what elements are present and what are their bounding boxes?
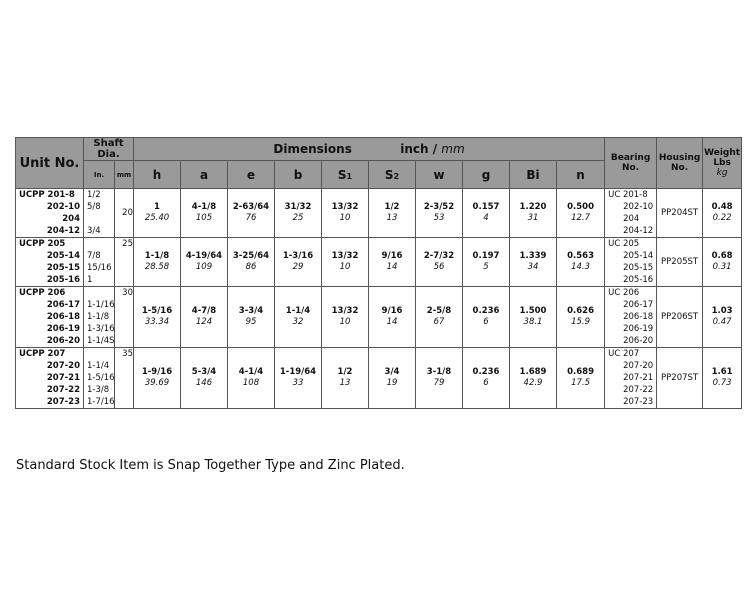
dimensions-units-inch: inch /	[400, 142, 438, 156]
dim-mm-value: 42.9	[523, 378, 543, 388]
dim-inch-value: 1/2	[337, 367, 353, 377]
shaft-in-value: 1/2	[87, 190, 101, 200]
dim-cell-b	[275, 348, 322, 409]
dim-cell-a	[181, 348, 228, 409]
dim-mm-value: 28.58	[144, 262, 170, 272]
dim-cell-w	[416, 348, 463, 409]
dim-mm-value: 105	[195, 213, 213, 223]
dim-cell-w	[416, 238, 463, 287]
bearing-no: 206-19	[623, 324, 654, 334]
dim-inch-value: 1-9/16	[141, 367, 173, 377]
bearing-no: 206-20	[623, 336, 654, 346]
dim-inch-value: 4-19/64	[185, 251, 223, 261]
dim-inch-value: 2-3/52	[423, 202, 455, 212]
unit-no-cell	[16, 238, 84, 287]
housing-no-cell	[657, 189, 703, 238]
dim-cell-g	[463, 287, 510, 348]
unit-no-cell	[16, 348, 84, 409]
shaft-dia-header: Shaft Dia.	[84, 138, 134, 161]
dim-cell-b	[275, 287, 322, 348]
bearing-no: 207-21	[623, 373, 654, 383]
unit-no: 207-22	[46, 385, 80, 395]
housing-no: PP205ST	[661, 257, 699, 267]
dim-mm-value: 10	[339, 317, 351, 327]
dim-inch-value: 13/32	[331, 202, 359, 212]
unit-no: 206-19	[46, 324, 80, 334]
dim-mm-value: 14	[386, 262, 398, 272]
weight-title: Weight Lbs	[704, 148, 741, 168]
dim-inch-value: 0.157	[472, 202, 500, 212]
dim-cell-e	[228, 287, 275, 348]
dim-cell-n	[557, 238, 605, 287]
shaft-in-value: 1-1/16	[87, 300, 115, 310]
bearing-no: UC 201-8	[608, 190, 648, 200]
dim-inch-value: 1.339	[519, 251, 547, 261]
shaft-in-value: 1-1/4	[87, 361, 110, 371]
dim-mm-value: 6	[483, 317, 489, 327]
dim-cell-b	[275, 238, 322, 287]
dim-cell-h	[134, 287, 181, 348]
shaft-mm-value: 30	[122, 288, 133, 298]
dim-mm-value: 124	[195, 317, 213, 327]
dim-inch-value: 2-63/64	[232, 202, 270, 212]
weight-lbs: 0.48	[711, 202, 733, 212]
housing-no: PP204ST	[661, 208, 699, 218]
dim-mm-value: 10	[339, 262, 351, 272]
bearing-no: 205-16	[623, 275, 654, 285]
dim-inch-value: 1-5/16	[141, 306, 173, 316]
dim-inch-value: 9/16	[381, 306, 403, 316]
unit-no: 205-15	[46, 263, 80, 273]
bearing-no: UC 207	[608, 349, 640, 359]
dim-header-b: b	[275, 161, 322, 189]
footnote: Standard Stock Item is Snap Together Type and Zinc Plated.	[16, 458, 405, 473]
dimensions-units-mm: mm	[441, 142, 465, 156]
dim-mm-value: 38.1	[523, 317, 543, 327]
dim-mm-value: 31	[527, 213, 539, 223]
weight-kg: 0.22	[712, 213, 732, 223]
shaft-in-value	[84, 348, 114, 360]
dim-inch-value: 1-19/64	[279, 367, 317, 377]
housing-no-header: Housing No.	[657, 138, 703, 189]
dim-cell-e	[228, 238, 275, 287]
shaft-mm-value: 25	[122, 239, 133, 249]
unit-no-cell	[16, 287, 84, 348]
unit-no: 202-10	[46, 202, 80, 212]
dim-inch-value: 1.220	[519, 202, 547, 212]
shaft-mm-cell	[115, 348, 134, 409]
dim-mm-value: 109	[195, 262, 213, 272]
shaft-in-value: 1-3/16	[87, 324, 115, 334]
shaft-in-value: 1-5/16	[87, 373, 115, 383]
bearing-no: 205-15	[623, 263, 654, 273]
dim-mm-value: 108	[242, 378, 260, 388]
dim-mm-value: 5	[483, 262, 489, 272]
unit-no: 206-20	[46, 336, 80, 346]
weight-cell	[703, 189, 742, 238]
table-row	[16, 238, 742, 287]
unit-no: UCPP 206	[19, 288, 66, 298]
dim-cell-s1	[322, 189, 369, 238]
dim-mm-value: 76	[245, 213, 257, 223]
dim-mm-value: 34	[527, 262, 539, 272]
dim-cell-w	[416, 189, 463, 238]
dim-cell-n	[557, 189, 605, 238]
dim-mm-value: 25	[292, 213, 304, 223]
shaft-in-value: 1-1/4S	[87, 336, 115, 346]
bearing-no: 202-10	[623, 202, 654, 212]
dim-inch-value: 3-25/64	[232, 251, 270, 261]
dim-inch-value: 1-1/4	[285, 306, 311, 316]
table-row	[16, 287, 742, 348]
bearing-no: 205-14	[623, 251, 654, 261]
housing-no: PP206ST	[661, 312, 699, 322]
table-row	[16, 348, 742, 409]
dim-inch-value: 0.626	[567, 306, 594, 316]
bearing-no-cell	[605, 238, 657, 287]
dim-inch-value: 1-1/8	[144, 251, 170, 261]
weight-lbs: 1.03	[711, 306, 733, 316]
dim-cell-a	[181, 189, 228, 238]
housing-no-cell	[657, 287, 703, 348]
dim-inch-value: 3/4	[384, 367, 400, 377]
dim-header-g: g	[463, 161, 510, 189]
dim-mm-value: 17.5	[571, 378, 591, 388]
weight-unit: kg	[716, 168, 728, 178]
dim-cell-s2	[369, 348, 416, 409]
dim-inch-value: 3-1/8	[426, 367, 452, 377]
shaft-in-cell	[84, 348, 115, 409]
bearing-no: UC 205	[608, 239, 640, 249]
dim-inch-value: 1.500	[519, 306, 547, 316]
unit-no-header: Unit No.	[16, 138, 84, 189]
bearing-no: 206-18	[623, 312, 654, 322]
table-row	[16, 189, 742, 238]
bearing-no: 207-22	[623, 385, 654, 395]
dim-inch-value: 3-3/4	[238, 306, 264, 316]
unit-no: 204-12	[46, 226, 80, 236]
weight-lbs: 1.61	[711, 367, 733, 377]
dim-cell-bi	[510, 287, 557, 348]
dim-inch-value: 1.689	[519, 367, 547, 377]
bearing-no-cell	[605, 348, 657, 409]
shaft-in-header: In.	[84, 161, 115, 189]
dim-mm-value: 79	[433, 378, 445, 388]
dim-inch-value: 2-5/8	[426, 306, 452, 316]
dim-header-s1: S1	[322, 161, 369, 189]
shaft-in-cell	[84, 238, 115, 287]
bearing-no: 204-12	[623, 226, 654, 236]
dim-inch-value: 4-7/8	[191, 306, 217, 316]
unit-no: 207-21	[46, 373, 80, 383]
dim-mm-value: 6	[483, 378, 489, 388]
dim-inch-value: 13/32	[331, 306, 359, 316]
dim-mm-value: 95	[245, 317, 257, 327]
housing-no-cell	[657, 348, 703, 409]
shaft-in-cell	[84, 189, 115, 238]
dim-mm-value: 14	[386, 317, 398, 327]
dim-cell-h	[134, 348, 181, 409]
unit-no-cell	[16, 189, 84, 238]
dim-header-a: a	[181, 161, 228, 189]
dim-inch-value: 1-3/16	[282, 251, 314, 261]
shaft-in-value: 15/16	[87, 263, 112, 273]
dim-cell-g	[463, 238, 510, 287]
dim-cell-g	[463, 348, 510, 409]
unit-no: 206-17	[46, 300, 80, 310]
dim-cell-s1	[322, 287, 369, 348]
dim-inch-value: 13/32	[331, 251, 359, 261]
shaft-in-value: 5/8	[87, 202, 101, 212]
dim-cell-h	[134, 238, 181, 287]
dim-inch-value: 4-1/8	[191, 202, 217, 212]
dim-inch-value: 31/32	[284, 202, 312, 212]
shaft-mm-cell	[115, 287, 134, 348]
shaft-in-value: 1	[87, 275, 93, 285]
bearing-no-cell	[605, 189, 657, 238]
shaft-in-cell	[84, 287, 115, 348]
dim-cell-a	[181, 287, 228, 348]
dim-cell-h	[134, 189, 181, 238]
dim-cell-g	[463, 189, 510, 238]
dim-mm-value: 15.9	[571, 317, 591, 327]
unit-no: UCPP 201-8	[19, 190, 75, 200]
weight-cell	[703, 348, 742, 409]
weight-cell	[703, 238, 742, 287]
bearing-no-cell	[605, 287, 657, 348]
dim-mm-value: 14.3	[571, 262, 591, 272]
bearing-no: 206-17	[623, 300, 654, 310]
dim-mm-value: 53	[433, 213, 445, 223]
dim-header-s2: S2	[369, 161, 416, 189]
dim-cell-s2	[369, 189, 416, 238]
dim-header-bi: Bi	[510, 161, 557, 189]
dim-mm-value: 13	[386, 213, 398, 223]
dim-mm-value: 86	[245, 262, 257, 272]
shaft-in-value: 1-1/8	[87, 312, 110, 322]
dim-inch-value: 0.197	[472, 251, 500, 261]
dim-cell-n	[557, 287, 605, 348]
dim-inch-value: 0.236	[472, 367, 500, 377]
dim-cell-b	[275, 189, 322, 238]
bearing-no: 207-23	[623, 397, 654, 407]
shaft-in-value	[84, 213, 114, 225]
weight-kg: 0.73	[712, 378, 732, 388]
unit-no: 207-20	[46, 361, 80, 371]
dim-cell-s1	[322, 238, 369, 287]
bearing-no: 207-20	[623, 361, 654, 371]
dim-mm-value: 39.69	[144, 378, 170, 388]
dim-mm-value: 33.34	[144, 317, 170, 327]
dimensions-header	[134, 138, 605, 161]
bearing-no: UC 206	[608, 288, 640, 298]
shaft-mm-value: 35	[122, 349, 133, 359]
weight-kg: 0.31	[712, 262, 732, 272]
bearing-no: 204	[623, 214, 640, 224]
dim-mm-value: 67	[433, 317, 445, 327]
dim-inch-value: 0.236	[472, 306, 500, 316]
dim-cell-e	[228, 189, 275, 238]
dim-mm-value: 12.7	[571, 213, 591, 223]
dim-inch-value: 0.500	[567, 202, 594, 212]
dim-mm-value: 4	[483, 213, 489, 223]
shaft-in-value: 3/4	[87, 226, 101, 236]
shaft-mm-value: 20	[122, 208, 133, 218]
dim-cell-s2	[369, 287, 416, 348]
unit-no: 205-16	[46, 275, 80, 285]
dim-mm-value: 10	[339, 213, 351, 223]
dim-cell-bi	[510, 189, 557, 238]
weight-header	[703, 138, 742, 189]
dim-inch-value: 1/2	[384, 202, 400, 212]
unit-no: UCPP 207	[19, 349, 66, 359]
weight-cell	[703, 287, 742, 348]
shaft-in-value: 1-3/8	[87, 385, 110, 395]
dim-cell-bi	[510, 348, 557, 409]
shaft-in-value: 1-7/16	[87, 397, 115, 407]
shaft-mm-cell	[115, 189, 134, 238]
dim-inch-value: 1	[154, 202, 160, 212]
unit-no: 206-18	[46, 312, 80, 322]
dim-cell-e	[228, 348, 275, 409]
dim-header-w: w	[416, 161, 463, 189]
dim-cell-a	[181, 238, 228, 287]
dim-inch-value: 2-7/32	[423, 251, 455, 261]
dim-cell-w	[416, 287, 463, 348]
bearing-dimensions-table	[15, 137, 742, 409]
dim-mm-value: 25.40	[144, 213, 170, 223]
dim-mm-value: 19	[386, 378, 398, 388]
shaft-mm-header: mm	[115, 161, 134, 189]
shaft-in-value: 7/8	[87, 251, 101, 261]
dim-mm-value: 56	[433, 262, 445, 272]
dim-mm-value: 146	[195, 378, 213, 388]
dim-mm-value: 33	[292, 378, 304, 388]
dim-inch-value: 4-1/4	[238, 367, 264, 377]
dim-mm-value: 13	[339, 378, 351, 388]
unit-no: 207-23	[46, 397, 80, 407]
dim-cell-n	[557, 348, 605, 409]
dim-inch-value: 5-3/4	[191, 367, 217, 377]
dim-mm-value: 32	[292, 317, 304, 327]
weight-lbs: 0.68	[711, 251, 733, 261]
unit-no: UCPP 205	[19, 239, 66, 249]
dim-inch-value: 0.689	[567, 367, 594, 377]
dim-cell-bi	[510, 238, 557, 287]
shaft-mm-cell	[115, 238, 134, 287]
bearing-no-header: Bearing No.	[605, 138, 657, 189]
dim-header-e: e	[228, 161, 275, 189]
weight-kg: 0.47	[712, 317, 732, 327]
dim-header-h: h	[134, 161, 181, 189]
shaft-in-value	[84, 238, 114, 250]
housing-no-cell	[657, 238, 703, 287]
shaft-in-value	[84, 287, 114, 299]
housing-no: PP207ST	[661, 373, 699, 383]
dim-cell-s2	[369, 238, 416, 287]
dim-cell-s1	[322, 348, 369, 409]
dim-inch-value: 0.563	[567, 251, 594, 261]
dim-inch-value: 9/16	[381, 251, 403, 261]
dim-header-n: n	[557, 161, 605, 189]
unit-no: 205-14	[46, 251, 80, 261]
dim-mm-value: 29	[292, 262, 304, 272]
dimensions-title: Dimensions	[273, 142, 352, 156]
unit-no: 204	[62, 214, 80, 224]
